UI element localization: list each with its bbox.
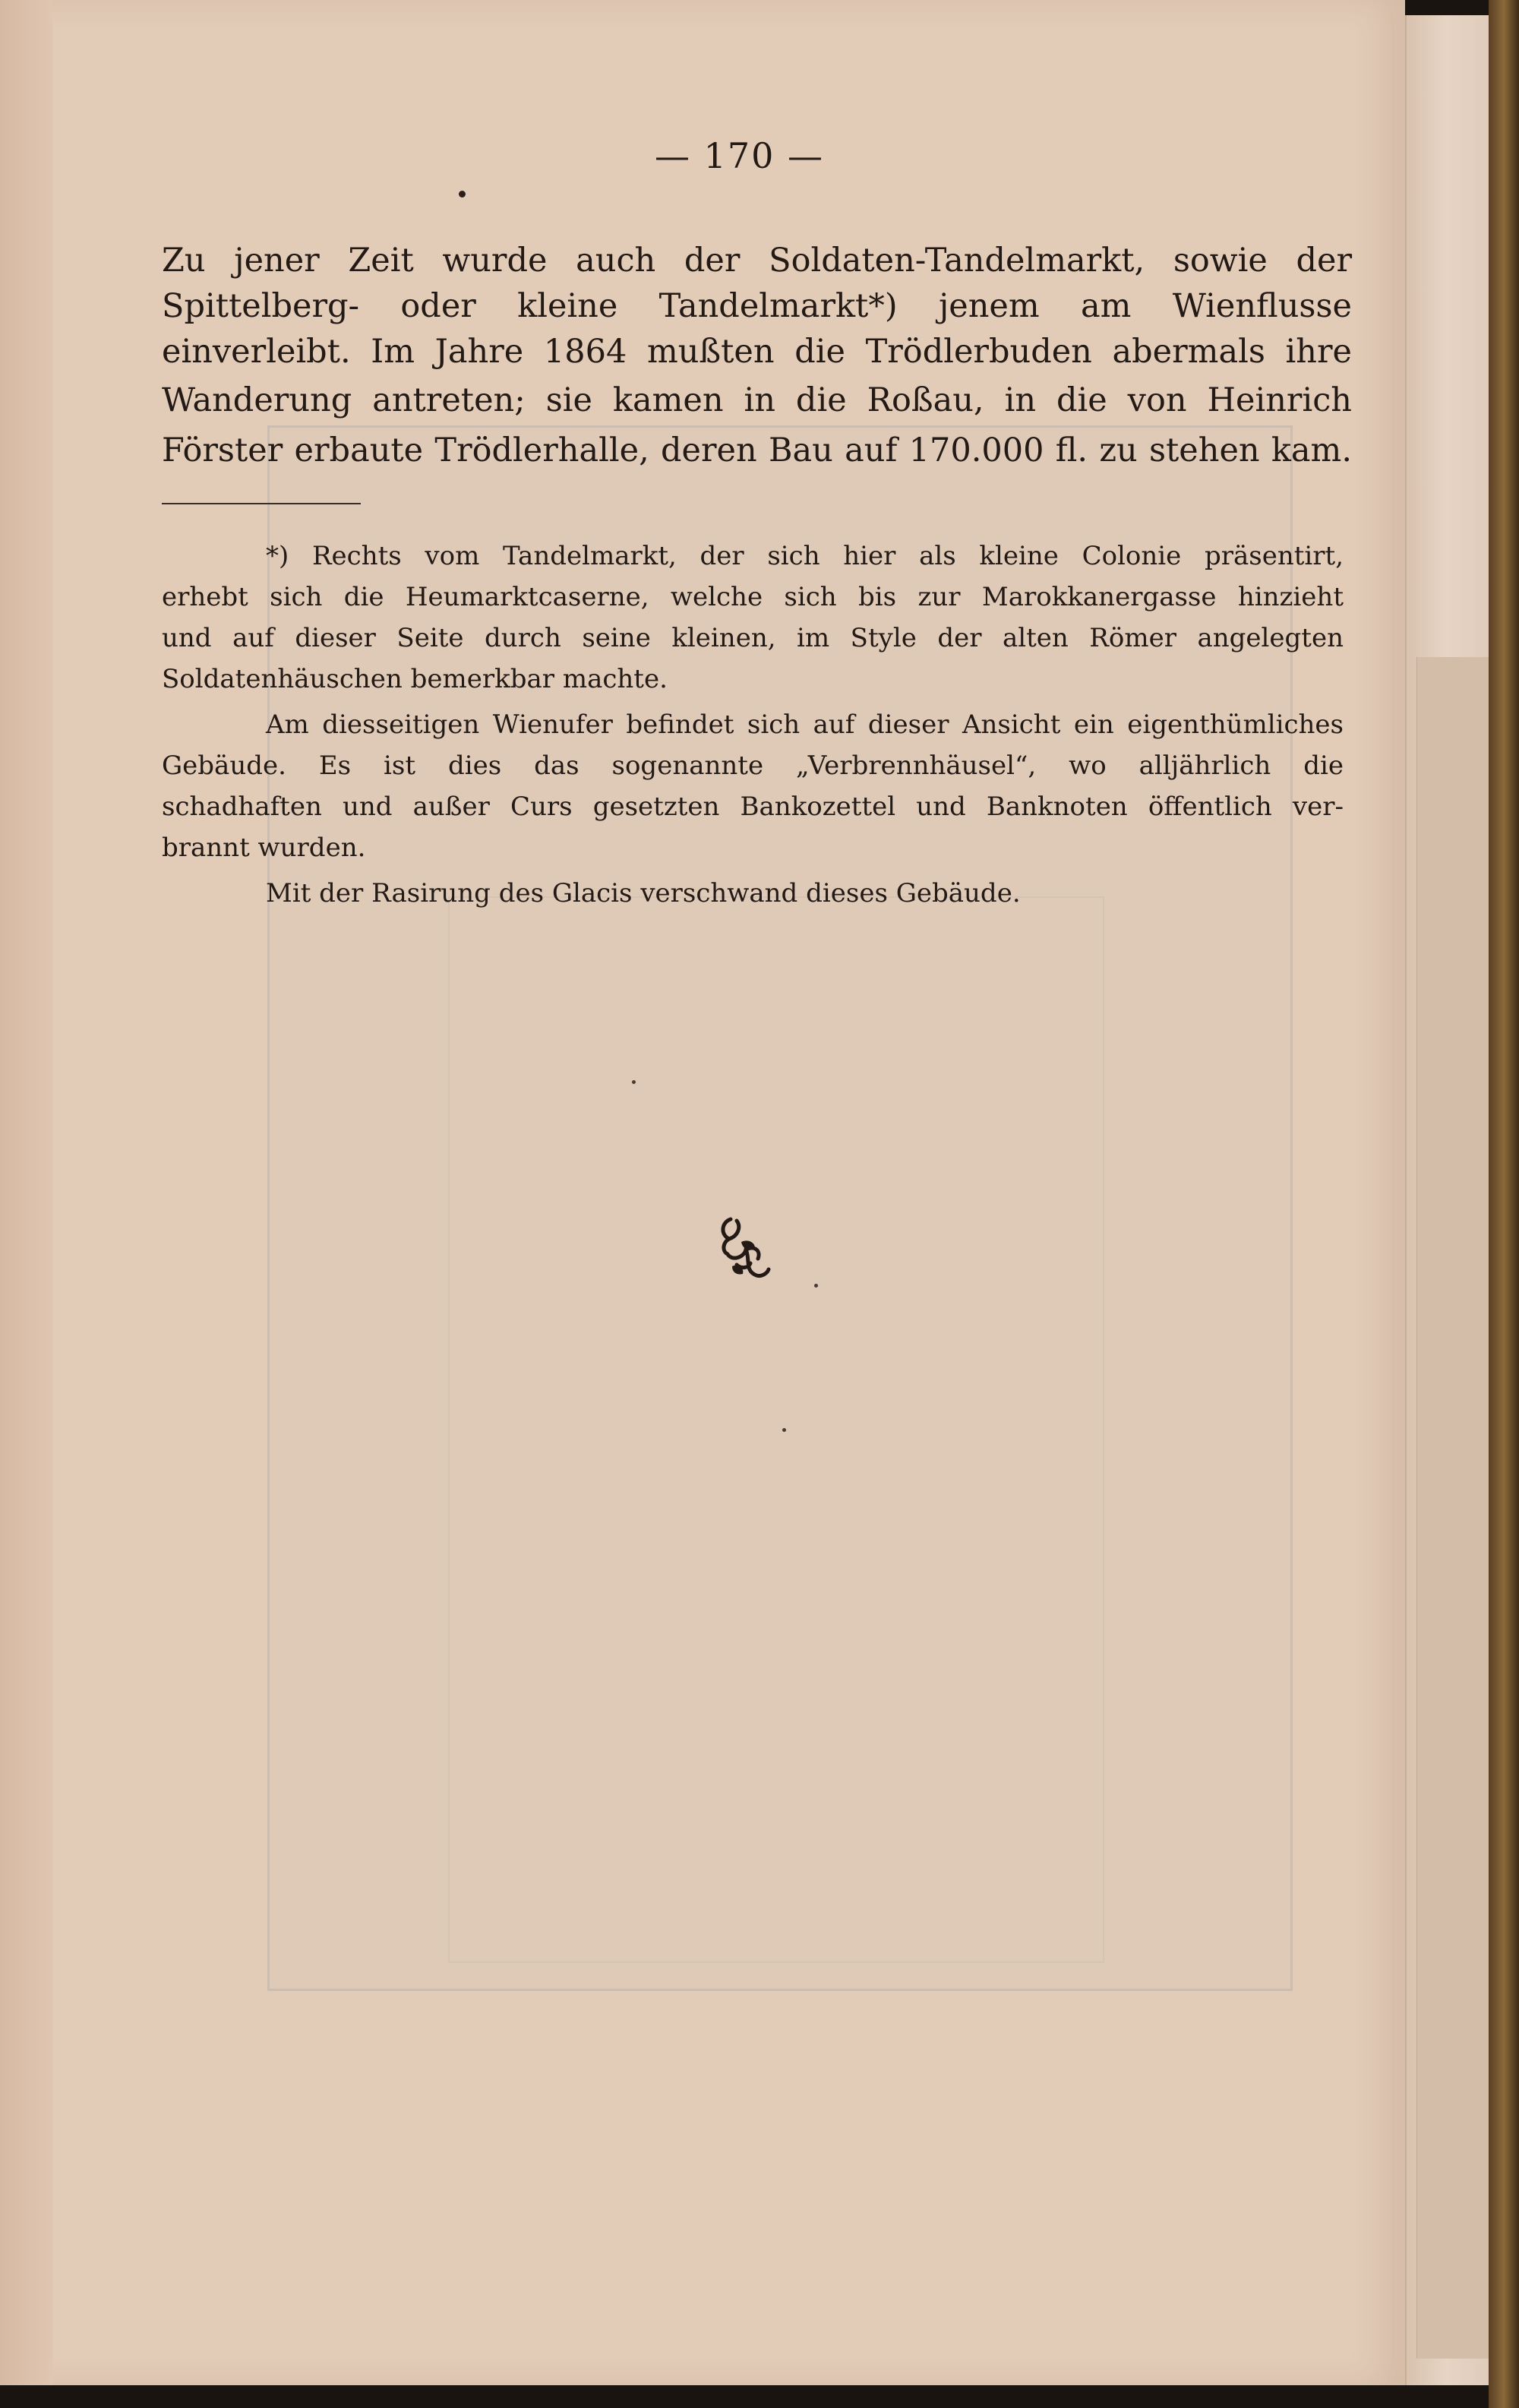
ink-speck: [632, 1080, 636, 1084]
main-text-line-5: Förster erbaute Trödlerhalle, deren Bau auf 170.000 fl. zu stehen kam.: [162, 431, 1352, 469]
footnote-p3-line-1: Mit der Rasirung des Glacis verschwand dieses Gebäude.: [266, 878, 1021, 909]
page-edge-shading: [0, 0, 53, 2385]
page-number: — 170 —: [655, 135, 825, 176]
main-text-line-2: Spittelberg- oder kleine Tandelmarkt*) jenem am Wienflusse: [162, 287, 1352, 325]
ink-speck: [814, 1284, 818, 1288]
main-text-line-3: einverleibt. Im Jahre 1864 mußten die Trödlerbuden abermals ihre: [162, 333, 1352, 371]
footnote-rule: [162, 503, 361, 504]
ink-dot: [459, 191, 466, 198]
main-text-line-4: Wanderung antreten; sie kamen in die Roßau, in die von Heinrich: [162, 381, 1352, 419]
ink-speck: [782, 1428, 786, 1432]
footnote-p1-line-3: und auf dieser Seite durch seine kleinen, im Style der alten Römer angelegten: [162, 623, 1344, 653]
footnote-p2-line-3: schadhaften und außer Curs gesetzten Bankozettel und Banknoten öffentlich ver-: [162, 792, 1344, 822]
footnote-p2-line-2: Gebäude. Es ist dies das sogenannte „Verbrennhäusel“, wo alljährlich die: [162, 751, 1344, 781]
main-text-line-1: Zu jener Zeit wurde auch der Soldaten-Tandelmarkt, sowie der: [162, 242, 1352, 280]
footnote-p1-line-2: erhebt sich die Heumarktcaserne, welche sich bis zur Marokkanergasse hinzieht: [162, 582, 1344, 612]
footnote-p2-line-1: Am diesseitigen Wienufer befindet sich auf dieser Ansicht ein eigenthümliches: [266, 709, 1344, 740]
footnote-p1-line-1: *) Rechts vom Tandelmarkt, der sich hier als kleine Colonie präsentirt,: [266, 541, 1344, 571]
fleuron-icon: [714, 1212, 775, 1281]
footnote-p1-line-4: Soldatenhäuschen bemerkbar machte.: [162, 664, 668, 694]
show-through-inner-frame: [448, 896, 1104, 1963]
footnote-p2-line-4: brannt wurden.: [162, 833, 366, 863]
book-spine: [1489, 0, 1519, 2408]
